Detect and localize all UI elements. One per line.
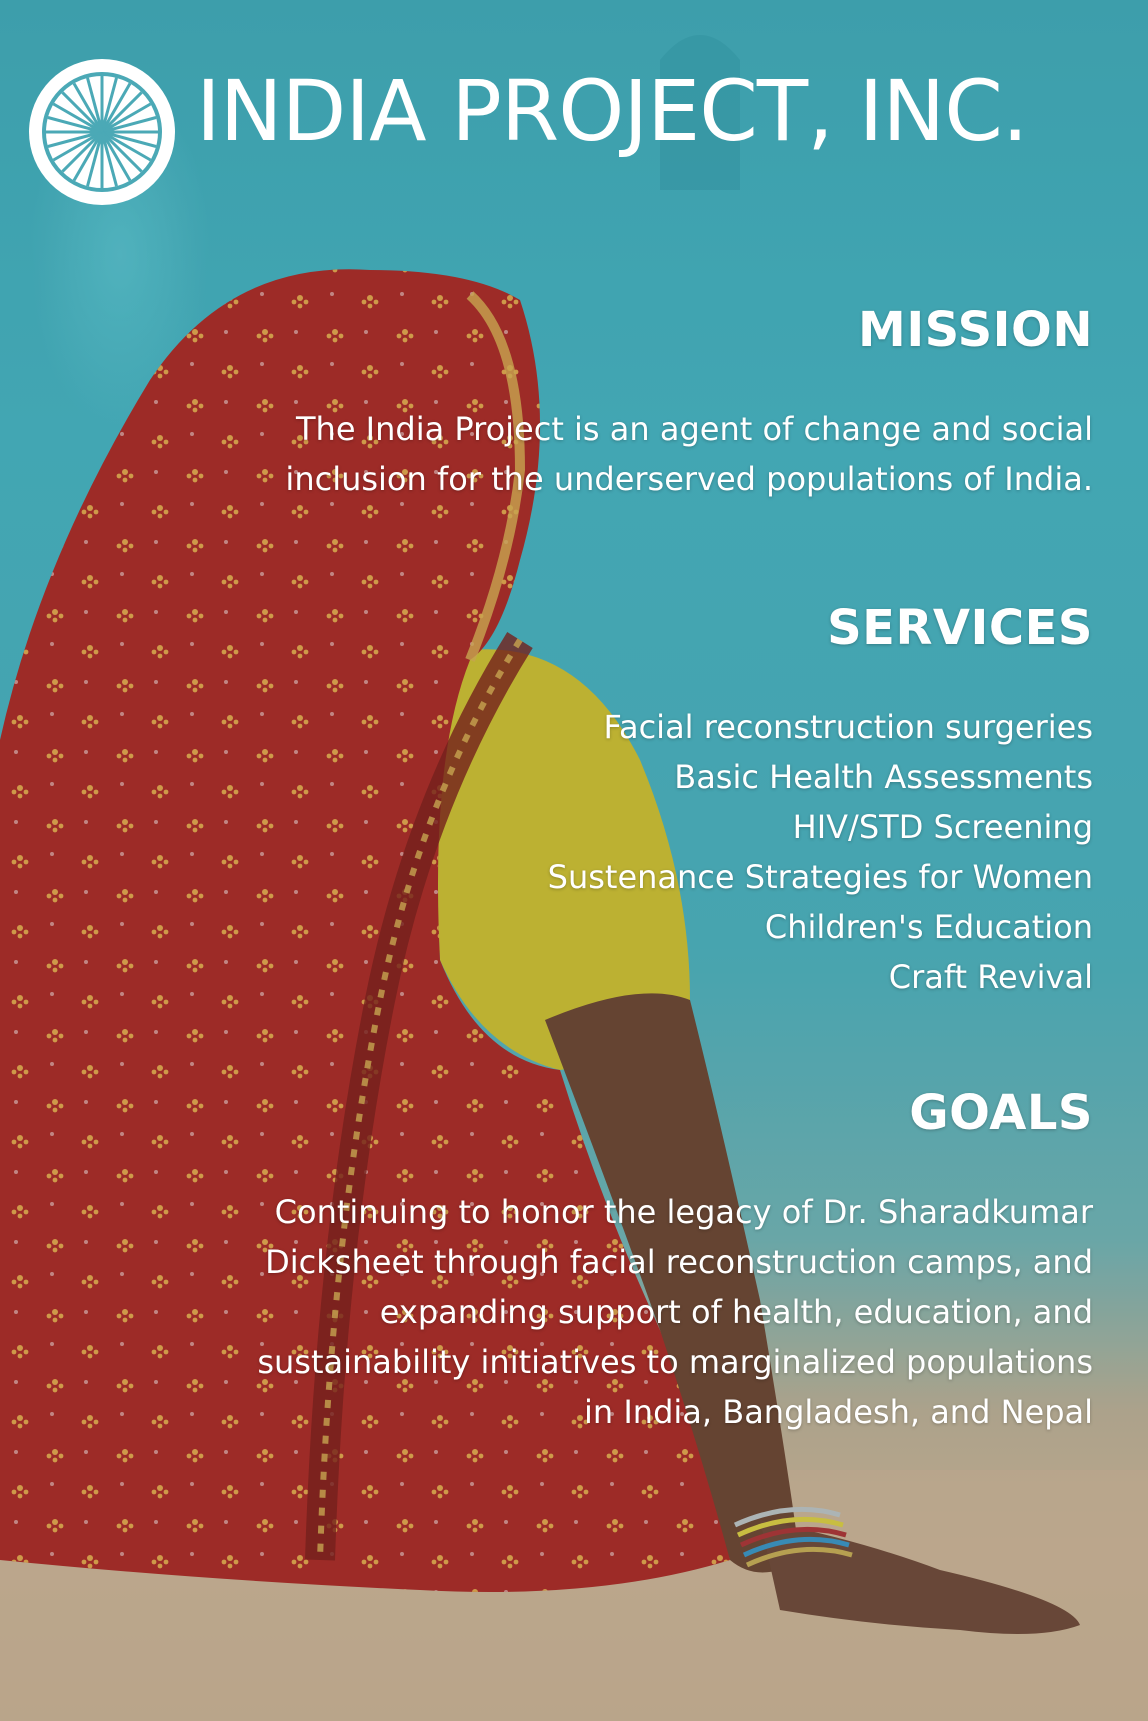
goals-line: in India, Bangladesh, and Nepal <box>584 1393 1093 1431</box>
service-item: Sustenance Strategies for Women <box>547 858 1093 896</box>
goals-line: sustainability initiatives to marginalized populations <box>257 1343 1093 1381</box>
mission-section <box>213 300 1093 504</box>
mission-line: The India Project is an agent of change and social <box>295 410 1093 448</box>
services-list <box>213 702 1093 1002</box>
services-heading: SERVICES <box>827 600 1093 656</box>
organization-title: INDIA PROJECT, INC. <box>196 62 1028 160</box>
goals-line: expanding support of health, education, and <box>379 1293 1093 1331</box>
services-section <box>213 598 1093 1002</box>
service-item: Children's Education <box>764 908 1093 946</box>
service-item: Craft Revival <box>888 958 1093 996</box>
ashoka-chakra-icon <box>24 54 180 210</box>
goals-line: Dicksheet through facial reconstruction camps, and <box>265 1243 1093 1281</box>
service-item: Basic Health Assessments <box>674 758 1093 796</box>
service-item: Facial reconstruction surgeries <box>603 708 1093 746</box>
goals-line: Continuing to honor the legacy of Dr. Sharadkumar <box>274 1193 1093 1231</box>
goals-heading: GOALS <box>909 1085 1093 1141</box>
service-item: HIV/STD Screening <box>792 808 1093 846</box>
goals-section <box>213 1083 1093 1437</box>
mission-heading: MISSION <box>858 302 1093 358</box>
mission-line: inclusion for the underserved populations of India. <box>285 460 1093 498</box>
